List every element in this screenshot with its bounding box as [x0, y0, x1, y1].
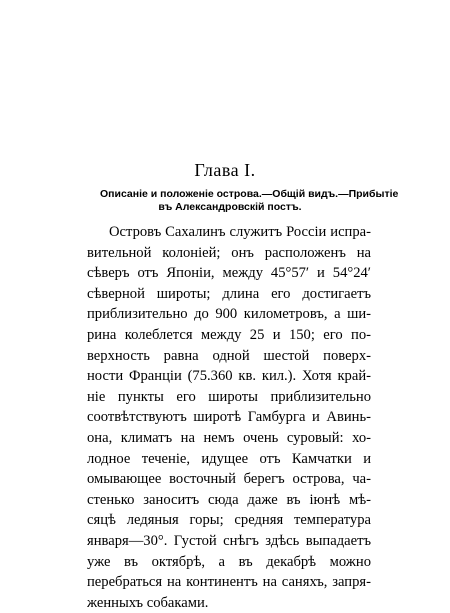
text-line: приблизительно до 900 километровъ, а ши- [87, 306, 371, 323]
text-line: перебраться на континентъ на саняхъ, запря- [87, 574, 371, 591]
chapter-subtitle [100, 188, 399, 214]
text-line: ніе пункты его широты приблизительно [87, 388, 371, 405]
text-line: лодное теченіе, идущее отъ Камчатки и [87, 450, 371, 467]
text-line: омывающее восточный берегъ острова, ча- [87, 471, 371, 488]
text-line: рина колеблется между 25 и 150; его по- [87, 326, 371, 343]
body-paragraph [87, 222, 371, 613]
text-line: сѣверъ отъ Японіи, между 45°57′ и 54°24′ [87, 265, 371, 282]
chapter-title: Глава I. [194, 160, 256, 180]
text-line: она, климатъ на немъ очень суровый: хо- [87, 429, 371, 446]
text-line: уже въ октябрѣ, а въ декабрѣ можно [87, 553, 371, 570]
text-line: женныхъ собаками. [87, 594, 209, 611]
text-line: соотвѣтствуютъ широтѣ Гамбурга и Авинь- [87, 409, 371, 426]
text-line: января—30°. Густой снѣгъ здѣсь выпадаетъ [87, 532, 371, 549]
text-line: сѣверной широты; длина его достигаетъ [87, 285, 371, 302]
text-line: Островъ Сахалинъ служитъ Россіи испра- [109, 224, 371, 240]
text-line: верхность равна одной шестой поверх- [87, 347, 371, 364]
text-line: сяцѣ ледяныя горы; средняя температура [87, 512, 371, 529]
subtitle-line: Описаніе и положеніе острова.—Общій видъ.—Прибытіе [100, 188, 399, 200]
text-line: ности Франціи (75.360 кв. кил.). Хотя край- [87, 368, 371, 385]
text-line: стенько заноситъ сюда даже въ іюнѣ мѣ- [87, 491, 371, 508]
subtitle-line: въ Александровскій постъ. [158, 201, 302, 213]
text-line: вительной колоніей; онъ расположенъ на [87, 244, 371, 261]
